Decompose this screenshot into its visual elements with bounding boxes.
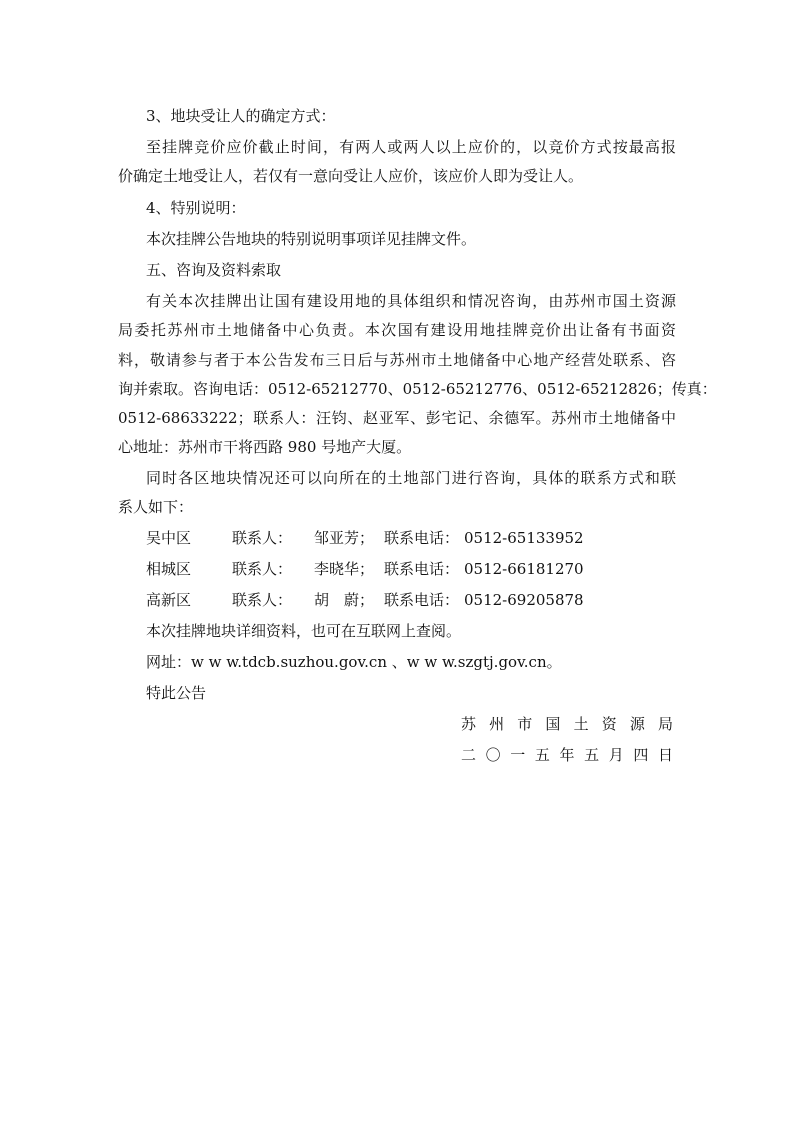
section3-body-line-2: 价确定土地受让人，若仅有一意向受让人应价，该应价人即为受让人。 bbox=[118, 167, 584, 185]
contact-phone-label: 联系电话： bbox=[384, 591, 460, 609]
contact-person: 李晓华； bbox=[314, 560, 375, 578]
section5-body-line-6: 心地址：苏州市干将西路 980 号地产大厦。 bbox=[118, 438, 412, 456]
section5-body-line-5: 0512-68633222；联系人：汪钧、赵亚军、彭宅记、余德军。苏州市土地储备中 bbox=[118, 409, 676, 427]
website-line: 网址：w w w.tdcb.suzhou.gov.cn 、w w w.szgtj.gov.cn。 bbox=[146, 653, 562, 671]
signature-date: 二〇一五年五月四日 bbox=[461, 746, 673, 764]
section4-body: 本次挂牌公告地块的特别说明事项详见挂牌文件。 bbox=[146, 230, 477, 248]
contact-row-gaoxin bbox=[146, 590, 646, 610]
contact-district: 吴中区 bbox=[146, 529, 192, 547]
section3-body-line-1: 至挂牌竞价应价截止时间，有两人或两人以上应价的，以竞价方式按最高报 bbox=[146, 138, 676, 156]
section5-title: 五、咨询及资料索取 bbox=[146, 261, 282, 279]
district-intro-line-2: 系人如下： bbox=[118, 498, 194, 516]
contact-row-wuzhong bbox=[146, 528, 646, 548]
contact-phone: 0512-66181270 bbox=[464, 560, 584, 578]
contact-person-label: 联系人： bbox=[232, 560, 293, 578]
contact-person: 胡 蔚； bbox=[314, 591, 375, 609]
contact-phone: 0512-65133952 bbox=[464, 529, 584, 547]
contact-row-xiangcheng bbox=[146, 559, 646, 579]
contact-person-label: 联系人： bbox=[232, 591, 293, 609]
contact-phone-label: 联系电话： bbox=[384, 560, 460, 578]
signature-issuer: 苏州市国土资源局 bbox=[461, 715, 673, 733]
section5-body-line-3: 料，敬请参与者于本公告发布三日后与苏州市土地储备中心地产经营处联系、咨 bbox=[118, 351, 676, 369]
section5-body-line-2: 局委托苏州市土地储备中心负责。本次国有建设用地挂牌竞价出让备有书面资 bbox=[118, 321, 676, 339]
contact-phone-label: 联系电话： bbox=[384, 529, 460, 547]
section5-body-line-4: 询并索取。咨询电话：0512-65212770、0512-65212776、0512-65212826；传真： bbox=[118, 380, 717, 398]
contact-person: 邹亚芳； bbox=[314, 529, 375, 547]
closing-line: 特此公告 bbox=[146, 684, 207, 702]
section3-title: 3、地块受让人的确定方式： bbox=[146, 107, 336, 125]
district-intro-line-1: 同时各区地块情况还可以向所在的土地部门进行咨询，具体的联系方式和联 bbox=[146, 469, 676, 487]
contact-person-label: 联系人： bbox=[232, 529, 293, 547]
online-note: 本次挂牌地块详细资料，也可在互联网上查阅。 bbox=[146, 622, 462, 640]
contact-district: 高新区 bbox=[146, 591, 192, 609]
section4-title: 4、特别说明： bbox=[146, 199, 246, 217]
contact-district: 相城区 bbox=[146, 560, 192, 578]
contact-phone: 0512-69205878 bbox=[464, 591, 584, 609]
section5-body-line-1: 有关本次挂牌出让国有建设用地的具体组织和情况咨询，由苏州市国土资源 bbox=[146, 292, 676, 310]
